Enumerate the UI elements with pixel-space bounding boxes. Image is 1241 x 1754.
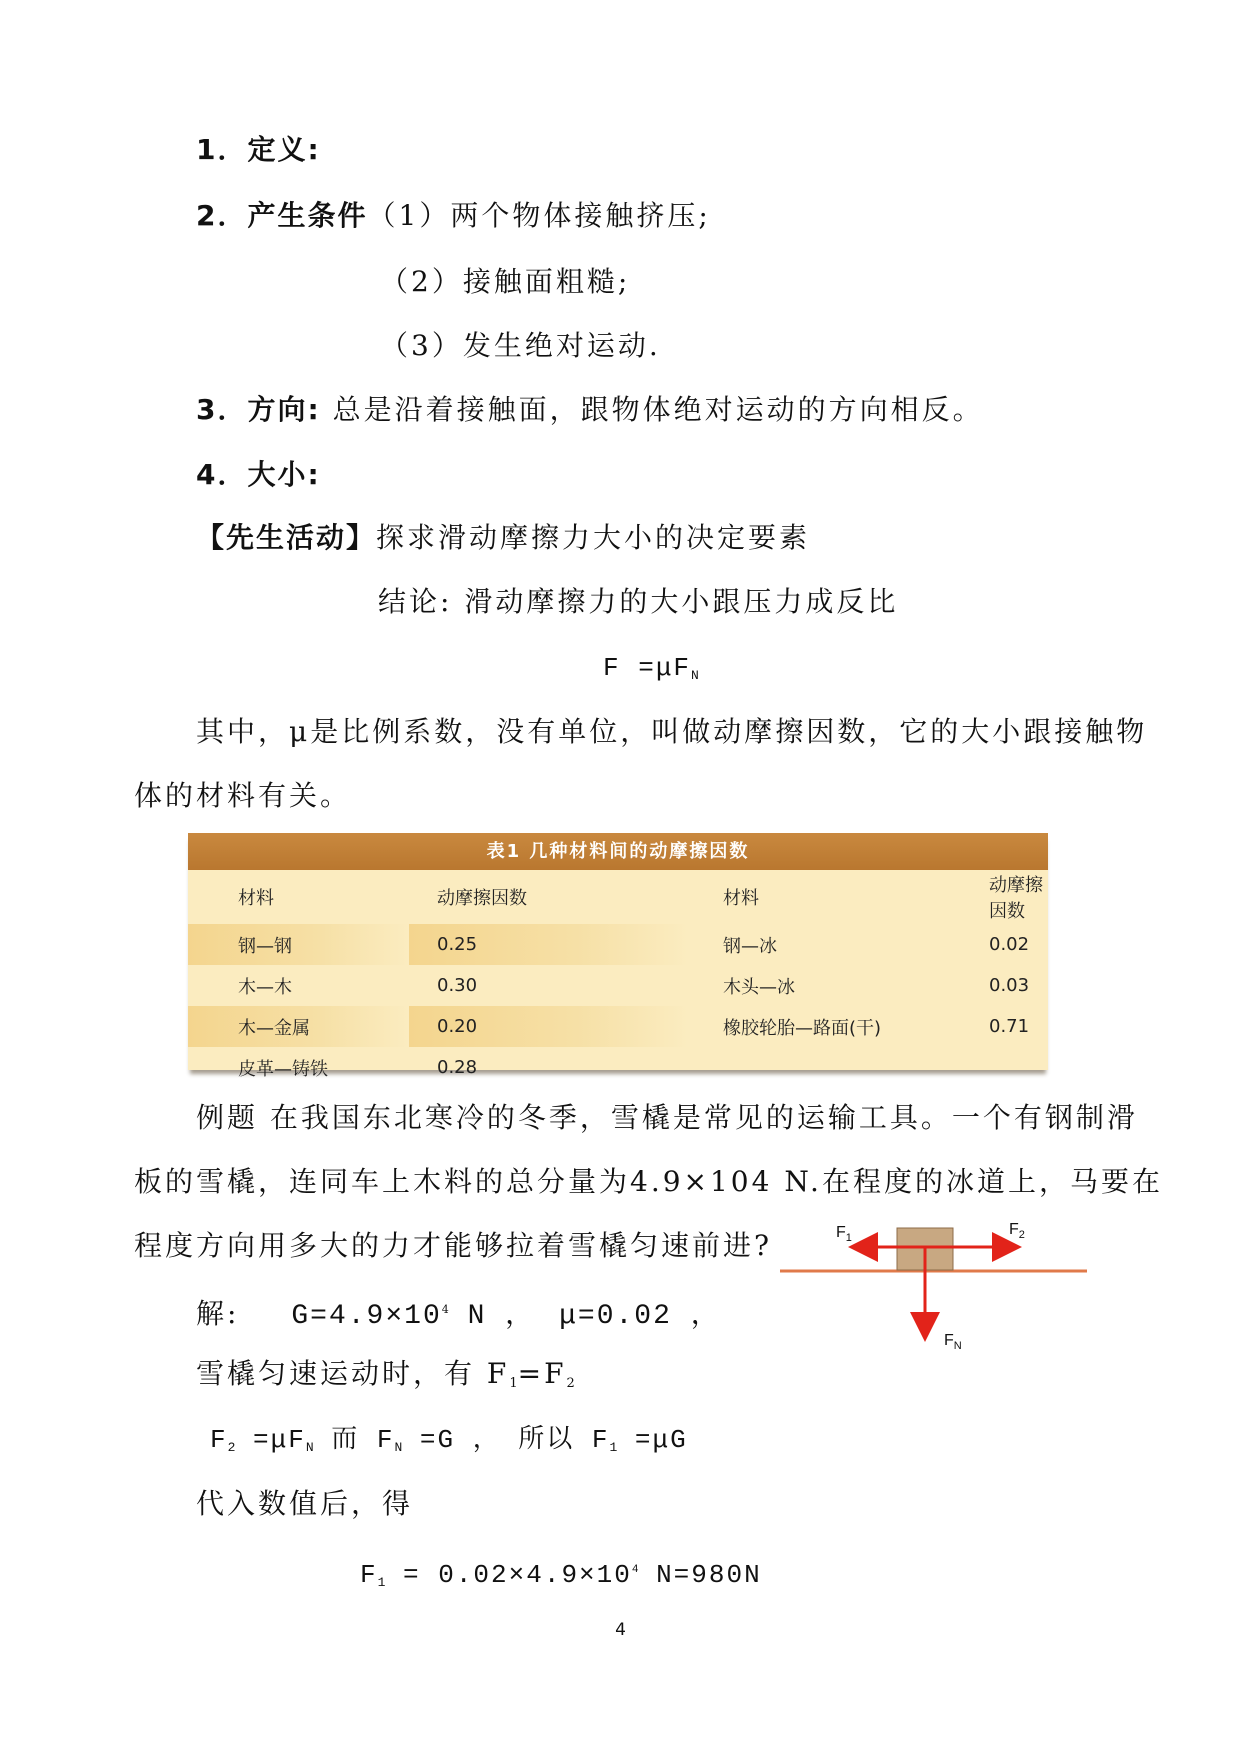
- table-row: [188, 965, 1048, 1006]
- solution-step1: 雪橇匀速运动时，有 $F_1=F_2$: [196, 1357, 575, 1391]
- f1-label: $F_1$: [836, 1224, 852, 1244]
- mu-paragraph-line1: 其中，μ是比例系数，没有单位，叫做动摩擦因数，它的大小跟接触物: [196, 715, 1148, 748]
- condition-item-3: （3）发生绝对运动.: [380, 329, 661, 362]
- table-cell: 0.71: [989, 1016, 1030, 1037]
- table-cell: 木—金属: [188, 1006, 409, 1047]
- definition-title: 定义:: [247, 133, 321, 166]
- table-header: 材料: [238, 888, 274, 909]
- page-number: 4: [615, 1620, 626, 1640]
- force-diagram: [780, 1210, 1100, 1350]
- table-cell: 钢—冰: [723, 935, 777, 957]
- formula: $F =\mu F_N$: [603, 653, 699, 683]
- table-cell: 钢—钢: [188, 924, 409, 965]
- table-row: [188, 1006, 1048, 1047]
- table-cell: 0.30: [437, 975, 478, 996]
- example-line3: 程度方向用多大的力才能够拉着雪橇匀速前进?: [134, 1229, 773, 1262]
- table-header: 材料: [723, 888, 759, 909]
- direction-line: [196, 390, 984, 430]
- example-line1: 例题 在我国东北寒冷的冬季，雪橇是常见的运输工具。一个有钢制滑: [196, 1101, 1138, 1134]
- table-cell: 0.03: [989, 975, 1030, 996]
- mu-paragraph-line2: 体的材料有关。: [134, 779, 352, 812]
- table-cell: 皮革—铸铁: [238, 1058, 328, 1080]
- fn-label: $F_N$: [944, 1332, 962, 1350]
- definition-num: 1．: [196, 133, 248, 166]
- friction-coefficient-table: [188, 833, 1048, 1080]
- f2-label: $F_2$: [1009, 1221, 1025, 1241]
- solution-step3: 代入数值后，得: [196, 1487, 414, 1520]
- definition-line: [196, 130, 321, 170]
- table-header-row: [188, 870, 1048, 924]
- conditions-title: 产生条件: [247, 199, 368, 232]
- direction-num: 3．: [196, 393, 248, 426]
- direction-text: 总是沿着接触面，跟物体绝对运动的方向相反。: [332, 393, 984, 426]
- magnitude-line: [196, 455, 321, 495]
- solution-step2: $F_2 =\mu F_N$ 而 $F_N =G$ ， 所以 $F_1 =\mu G$: [210, 1425, 688, 1455]
- table-cell: 0.28: [437, 1057, 478, 1078]
- table-header: 动摩擦因数: [437, 888, 527, 909]
- table-cell: 木—木: [238, 976, 292, 998]
- condition-item-2: （2）接触面粗糙;: [380, 265, 631, 298]
- condition-item-1: （1）两个物体接触挤压;: [367, 199, 711, 232]
- table-cell: 0.02: [989, 934, 1030, 955]
- solution-label: 解:: [196, 1297, 240, 1330]
- solution-result: $F_1 = 0.02\times 4.9\times 10^4$ N=980N: [360, 1560, 762, 1590]
- table-cell: 木头—冰: [723, 976, 795, 998]
- conditions-line: [196, 196, 711, 236]
- conclusion: 结论: 滑动摩擦力的大小跟压力成反比: [378, 585, 899, 618]
- table-cell: [944, 1047, 1048, 1088]
- activity-tag: 【先生活动】: [196, 521, 377, 554]
- table-row: [188, 1047, 1048, 1088]
- activity-line: [196, 518, 810, 558]
- table-cell: [688, 1047, 944, 1088]
- table-cell: 橡胶轮胎—路面(干): [723, 1017, 882, 1039]
- direction-title: 方向:: [247, 393, 321, 426]
- activity-text: 探求滑动摩擦力大小的决定要素: [376, 521, 811, 554]
- table-header: 动摩擦因数: [989, 875, 1043, 922]
- table-cell: 0.20: [409, 1006, 688, 1047]
- magnitude-title: 大小:: [247, 458, 321, 491]
- conditions-num: 2．: [196, 199, 248, 232]
- magnitude-num: 4．: [196, 458, 248, 491]
- table-row: [188, 924, 1048, 965]
- example-line2: 板的雪橇，连同车上木料的总分量为4.9×104 N.在程度的冰道上，马要在: [134, 1165, 1163, 1198]
- table-caption: 表1 几种材料间的动摩擦因数: [188, 833, 1048, 870]
- table-cell: 0.25: [409, 924, 688, 965]
- solution-given: 解: $G=4.9\times 10^4$ N ， μ=0.02 ，: [196, 1297, 721, 1332]
